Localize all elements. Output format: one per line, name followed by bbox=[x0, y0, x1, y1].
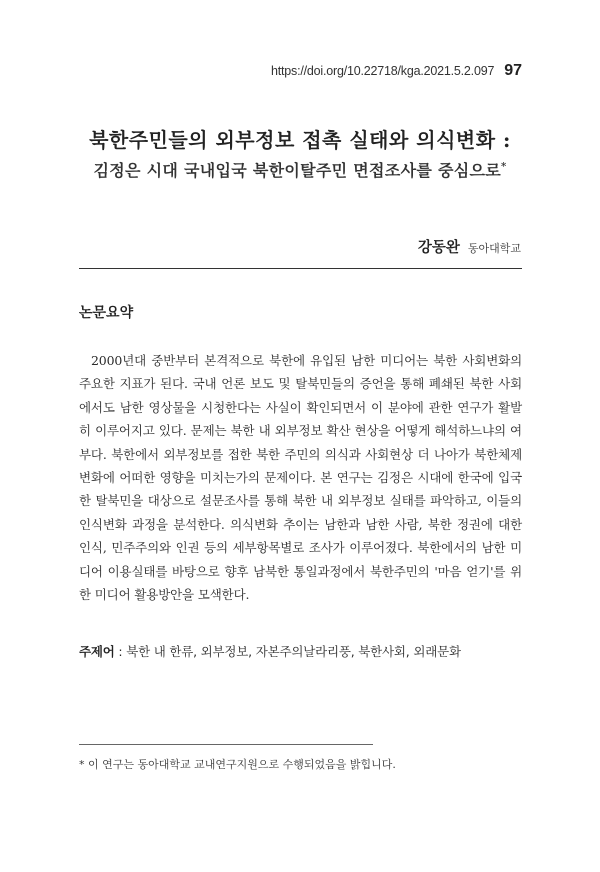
header-divider bbox=[79, 268, 522, 269]
abstract-body: 2000년대 중반부터 본격적으로 북한에 유입된 남한 미디어는 북한 사회변화의 주요한 지표가 된다. 국내 언론 보도 및 탈북민들의 증언을 통해 폐쇄된 북한 사회에서도 남한 영상물을 시청한다는 사실이 확인되면서 이 분야에 관한 연구가 활발히 이루어지고 있다. 문제는 북한 내 외부정보 확산 현상을 어떻게 해석하느냐의 여부다. 북한에서 외부정보를 접한 북한 주민의 의식과 사회현상 더 나아가 북한체제 변화에 어떠한 영향을 미치는가의 문제이다. 본 연구는 김정은 시대에 한국에 입국한 탈북민을 대상으로 설문조사를 통해 북한 내 외부정보 실태를 파악하고, 이들의 인식변화 과정을 분석한다. 의식변화 추이는 남한과 남한 사람, 북한 정권에 대한 인식, 민주주의와 인권 등의 세부항목별로 조사가 이루어졌다. 북한에서의 남한 미디어 이용실태를 바탕으로 향후 남북한 통일과정에서 북한주민의 '마음 얻기'를 위한 미디어 활용방안을 모색한다. bbox=[79, 353, 522, 603]
keywords-separator: : bbox=[114, 644, 127, 659]
keywords-text: 북한 내 한류, 외부정보, 자본주의날라리풍, 북한사회, 외래문화 bbox=[126, 644, 461, 659]
footnote-text: * 이 연구는 동아대학교 교내연구지원으로 수행되었음을 밝힙니다. bbox=[79, 758, 396, 771]
keywords-label: 주제어 bbox=[79, 644, 115, 659]
paper-title: 북한주민들의 외부정보 접촉 실태와 의식변화 : bbox=[89, 128, 511, 152]
abstract-heading: 논문요약 bbox=[79, 305, 134, 321]
author-name: 강동완 bbox=[417, 240, 460, 256]
footnote-mark: * bbox=[500, 161, 507, 173]
doi-link[interactable]: https://doi.org/10.22718/kga.2021.5.2.097 bbox=[270, 64, 495, 78]
keywords-line bbox=[79, 642, 529, 660]
running-header bbox=[271, 62, 522, 80]
paper-subtitle-text: 김정은 시대 국내입국 북한이탈주민 면접조사를 중심으로 bbox=[93, 161, 501, 180]
page-number: 97 bbox=[504, 62, 522, 79]
paper-subtitle bbox=[0, 158, 600, 181]
footnote-divider bbox=[79, 744, 373, 745]
author-affiliation: 동아대학교 bbox=[467, 242, 521, 255]
author-block bbox=[418, 236, 521, 257]
